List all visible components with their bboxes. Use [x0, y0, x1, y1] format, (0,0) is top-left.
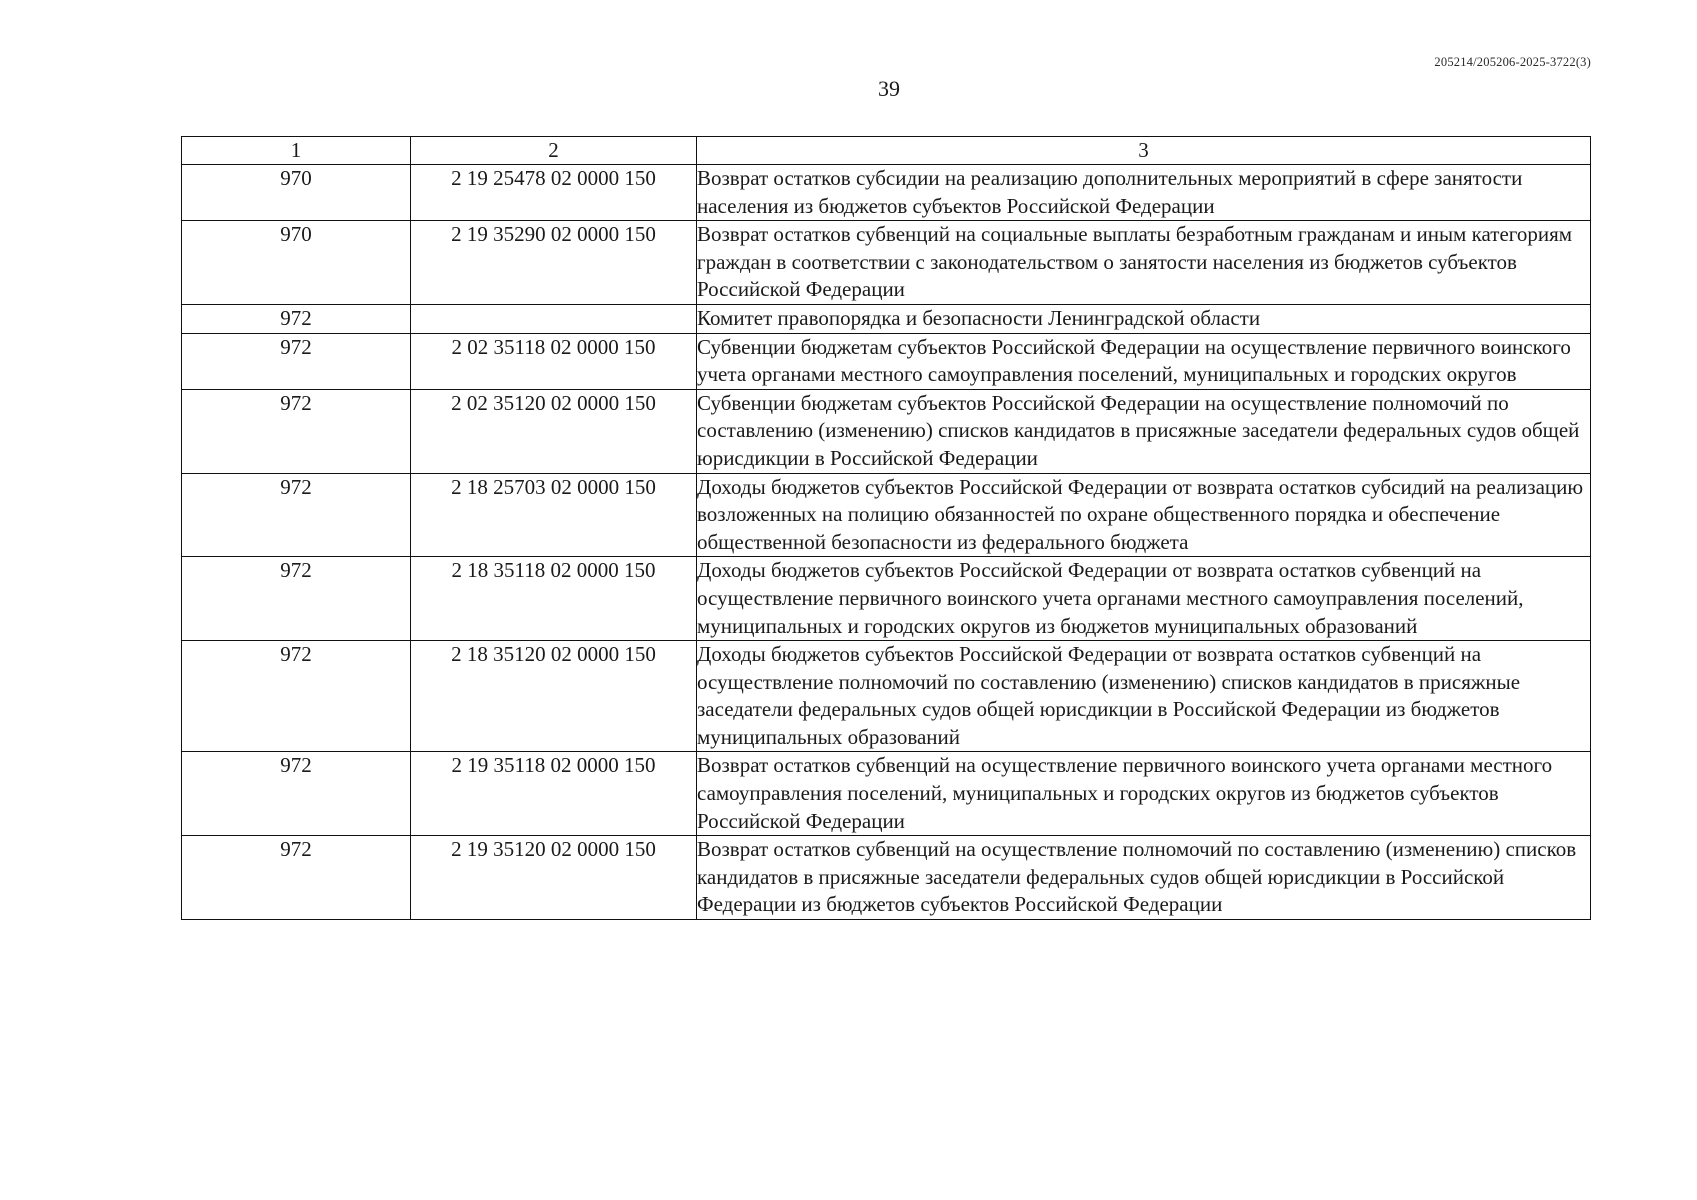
table-row [182, 473, 1591, 557]
page-number: 39 [878, 76, 900, 101]
description-cell: Субвенции бюджетам субъектов Российской Федерации на осуществление первичного воинского учета органами местного самоуправления поселений, муниципальных и городских округов [697, 333, 1591, 389]
table-row [182, 333, 1591, 389]
description-cell: Доходы бюджетов субъектов Российской Федерации от возврата остатков субвенций на осуществление полномочий по составлению (изменению) списков кандидатов в присяжные заседатели федеральных судов общей юрисдикции в Российской Федерации из бюджетов муниципальных образований [697, 641, 1591, 752]
kbk-code-cell: 2 19 35120 02 0000 150 [411, 836, 697, 920]
column-header-2: 2 [411, 137, 697, 165]
kbk-code-cell: 2 19 25478 02 0000 150 [411, 165, 697, 221]
admin-code-cell: 970 [182, 165, 411, 221]
kbk-table [181, 136, 1591, 920]
admin-code-cell: 972 [182, 641, 411, 752]
kbk-code-cell: 2 02 35118 02 0000 150 [411, 333, 697, 389]
document-id: 205214/205206-2025-3722(3) [1434, 55, 1591, 69]
description-cell: Доходы бюджетов субъектов Российской Федерации от возврата остатков субвенций на осуществление первичного воинского учета органами местного самоуправления поселений, муниципальных и городских округов из бюджетов муниципальных образований [697, 557, 1591, 641]
admin-code-cell: 972 [182, 473, 411, 557]
table-row [182, 165, 1591, 221]
table-header-row [182, 137, 1591, 165]
admin-code-cell: 972 [182, 389, 411, 473]
table-row [182, 389, 1591, 473]
kbk-code-cell [411, 304, 697, 333]
description-cell: Возврат остатков субсидии на реализацию дополнительных мероприятий в сфере занятости населения из бюджетов субъектов Российской Федерации [697, 165, 1591, 221]
description-cell: Возврат остатков субвенций на осуществление полномочий по составлению (изменению) списков кандидатов в присяжные заседатели федеральных судов общей юрисдикции в Российской Федерации из бюджетов субъектов Российской Федерации [697, 836, 1591, 920]
admin-code-cell: 972 [182, 333, 411, 389]
table-row [182, 304, 1591, 333]
description-cell: Комитет правопорядка и безопасности Ленинградской области [697, 304, 1591, 333]
table-row [182, 641, 1591, 752]
table-row [182, 752, 1591, 836]
admin-code-cell: 970 [182, 221, 411, 305]
kbk-code-cell: 2 18 25703 02 0000 150 [411, 473, 697, 557]
admin-code-cell: 972 [182, 836, 411, 920]
kbk-code-cell: 2 18 35120 02 0000 150 [411, 641, 697, 752]
table-row [182, 836, 1591, 920]
admin-code-cell: 972 [182, 304, 411, 333]
table-row [182, 557, 1591, 641]
admin-code-cell: 972 [182, 752, 411, 836]
description-cell: Возврат остатков субвенций на социальные выплаты безработным гражданам и иным категориям граждан в соответствии с законодательством о занятости населения из бюджетов субъектов Российской Федерации [697, 221, 1591, 305]
kbk-code-cell: 2 19 35118 02 0000 150 [411, 752, 697, 836]
table-row [182, 221, 1591, 305]
kbk-code-cell: 2 18 35118 02 0000 150 [411, 557, 697, 641]
description-cell: Возврат остатков субвенций на осуществление первичного воинского учета органами местного самоуправления поселений, муниципальных и городских округов из бюджетов субъектов Российской Федерации [697, 752, 1591, 836]
description-cell: Субвенции бюджетам субъектов Российской Федерации на осуществление полномочий по составлению (изменению) списков кандидатов в присяжные заседатели федеральных судов общей юрисдикции в Российской Федерации [697, 389, 1591, 473]
column-header-1: 1 [182, 137, 411, 165]
kbk-code-cell: 2 19 35290 02 0000 150 [411, 221, 697, 305]
admin-code-cell: 972 [182, 557, 411, 641]
kbk-code-cell: 2 02 35120 02 0000 150 [411, 389, 697, 473]
column-header-3: 3 [697, 137, 1591, 165]
description-cell: Доходы бюджетов субъектов Российской Федерации от возврата остатков субсидий на реализацию возложенных на полицию обязанностей по охране общественного порядка и обеспечение общественной безопасности из федерального бюджета [697, 473, 1591, 557]
